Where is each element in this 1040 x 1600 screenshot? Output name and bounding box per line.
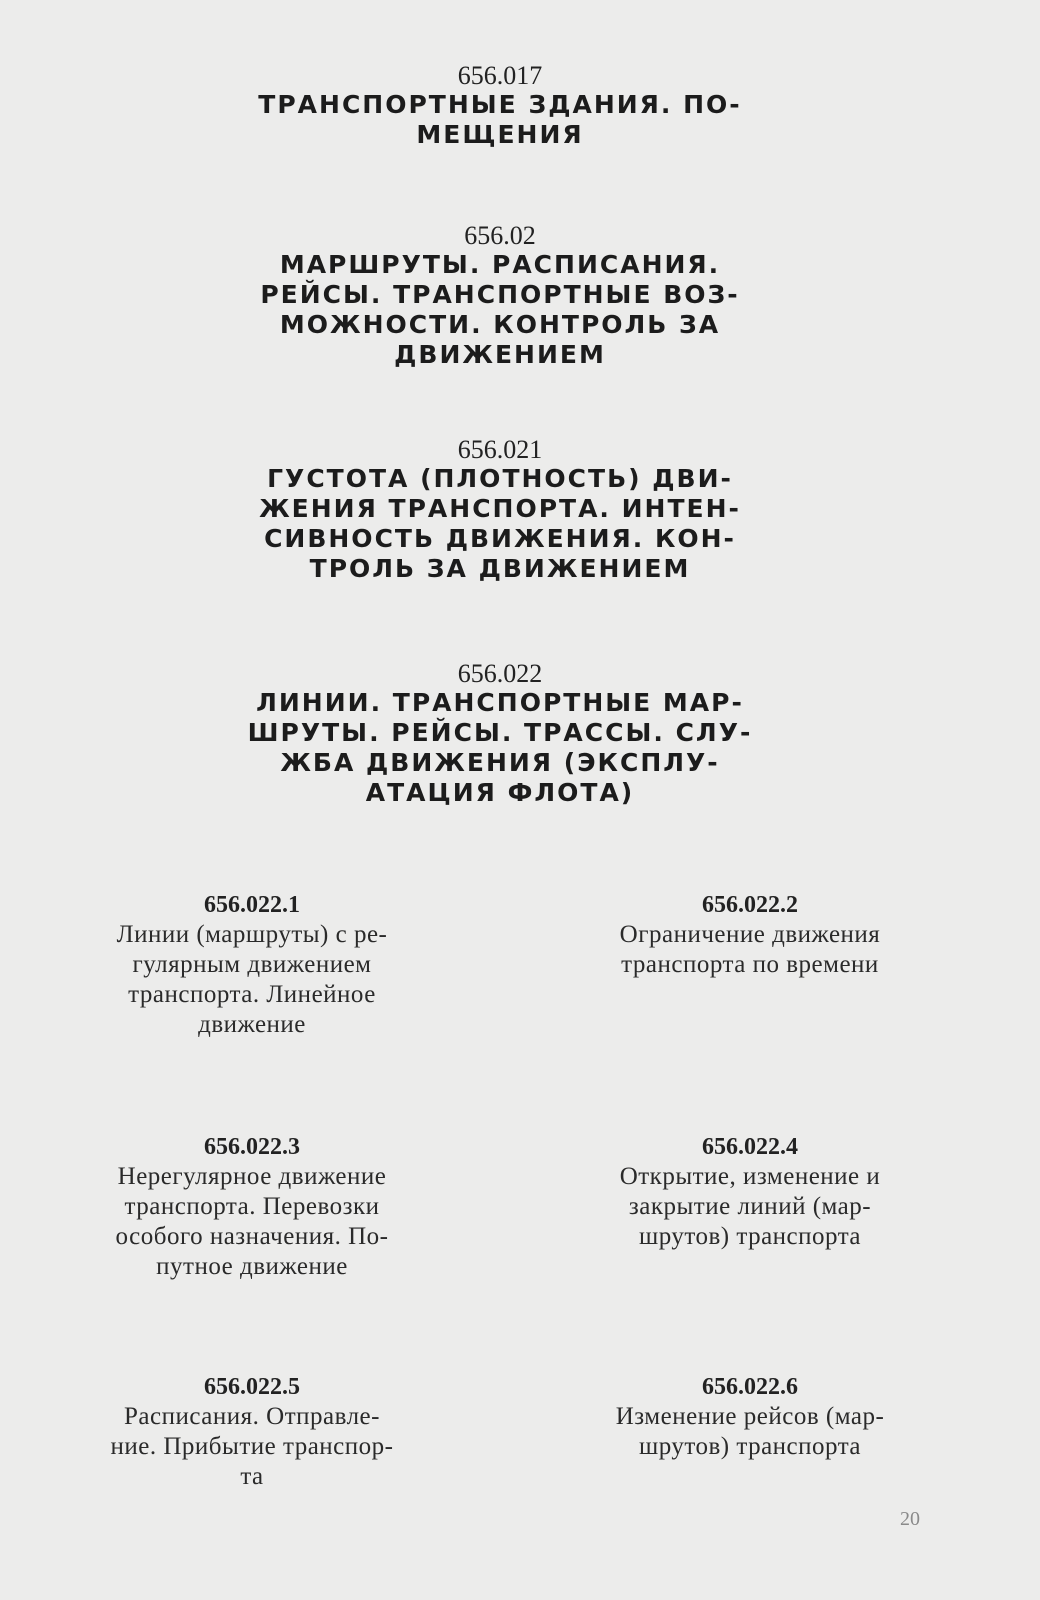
entry-656-022-3	[57, 1132, 447, 1282]
text-line: движение	[198, 1011, 306, 1038]
title-line: ТРАНСПОРТНЫЕ ЗДАНИЯ. ПО-	[258, 90, 742, 119]
text-line: Расписания. Отправле-	[124, 1403, 380, 1430]
title-line: МОЖНОСТИ. КОНТРОЛЬ ЗА	[279, 310, 721, 339]
entry-656-022-4	[555, 1132, 945, 1252]
text-line: Нерегулярное движение	[117, 1163, 387, 1190]
text-line: шрутов) транспорта	[638, 1223, 862, 1250]
entry-text	[555, 1162, 945, 1252]
title-line: МАРШРУТЫ. РАСПИСАНИЯ.	[279, 250, 721, 279]
section-title	[230, 250, 770, 370]
text-line: Линии (маршруты) с ре-	[116, 921, 388, 948]
text-line: особого назначения. По-	[115, 1223, 389, 1250]
page-number: 20	[900, 1508, 920, 1530]
section-code: 656.02	[464, 221, 536, 250]
entry-text	[57, 920, 447, 1040]
title-line: ЖБА ДВИЖЕНИЯ (ЭКСПЛУ-	[280, 748, 720, 777]
entry-656-022-2	[555, 890, 945, 980]
text-line: ние. Прибытие транспор-	[110, 1433, 394, 1460]
section-code: 656.017	[457, 61, 543, 90]
title-line: ДВИЖЕНИЕМ	[394, 340, 606, 369]
title-line: ЖЕНИЯ ТРАНСПОРТА. ИНТЕН-	[259, 494, 741, 523]
section-title	[230, 688, 770, 808]
section-title	[230, 90, 770, 150]
entry-656-022-6	[555, 1372, 945, 1462]
entry-text	[555, 920, 945, 980]
text-line: путное движение	[156, 1253, 348, 1280]
entry-code: 656.022.3	[204, 1134, 300, 1160]
section-656-021	[230, 436, 770, 584]
title-line: ГУСТОТА (ПЛОТНОСТЬ) ДВИ-	[267, 464, 733, 493]
entry-656-022-1	[57, 890, 447, 1040]
text-line: Изменение рейсов (мар-	[615, 1403, 885, 1430]
text-line: транспорта по времени	[621, 951, 879, 978]
entry-text	[555, 1402, 945, 1462]
title-line: АТАЦИЯ ФЛОТА)	[365, 778, 635, 807]
text-line: закрытие линий (мар-	[628, 1193, 872, 1220]
title-line: СИВНОСТЬ ДВИЖЕНИЯ. КОН-	[264, 524, 736, 553]
text-line: Ограничение движения	[619, 921, 881, 948]
section-656-017	[230, 62, 770, 150]
title-line: МЕЩЕНИЯ	[416, 120, 584, 149]
text-line: транспорта. Линейное	[128, 981, 376, 1008]
text-line: гулярным движением	[132, 951, 372, 978]
text-line: та	[240, 1463, 264, 1490]
entry-code: 656.022.4	[702, 1134, 798, 1160]
text-line: шрутов) транспорта	[638, 1433, 862, 1460]
text-line: транспорта. Перевозки	[124, 1193, 380, 1220]
title-line: ЛИНИИ. ТРАНСПОРТНЫЕ МАР-	[256, 688, 744, 717]
section-title	[230, 464, 770, 584]
title-line: ШРУТЫ. РЕЙСЫ. ТРАССЫ. СЛУ-	[247, 718, 753, 747]
text-line: Открытие, изменение и	[619, 1163, 881, 1190]
entry-text	[57, 1162, 447, 1282]
entry-text	[57, 1402, 447, 1492]
section-code: 656.021	[457, 435, 543, 464]
section-656-02	[230, 222, 770, 370]
title-line: ТРОЛЬ ЗА ДВИЖЕНИЕМ	[309, 554, 691, 583]
entry-code: 656.022.6	[702, 1374, 798, 1400]
entry-code: 656.022.5	[204, 1374, 300, 1400]
entry-code: 656.022.2	[702, 892, 798, 918]
title-line: РЕЙСЫ. ТРАНСПОРТНЫЕ ВОЗ-	[260, 280, 740, 309]
section-656-022	[230, 660, 770, 808]
entry-656-022-5	[57, 1372, 447, 1492]
section-code: 656.022	[457, 659, 543, 688]
entry-code: 656.022.1	[204, 892, 300, 918]
